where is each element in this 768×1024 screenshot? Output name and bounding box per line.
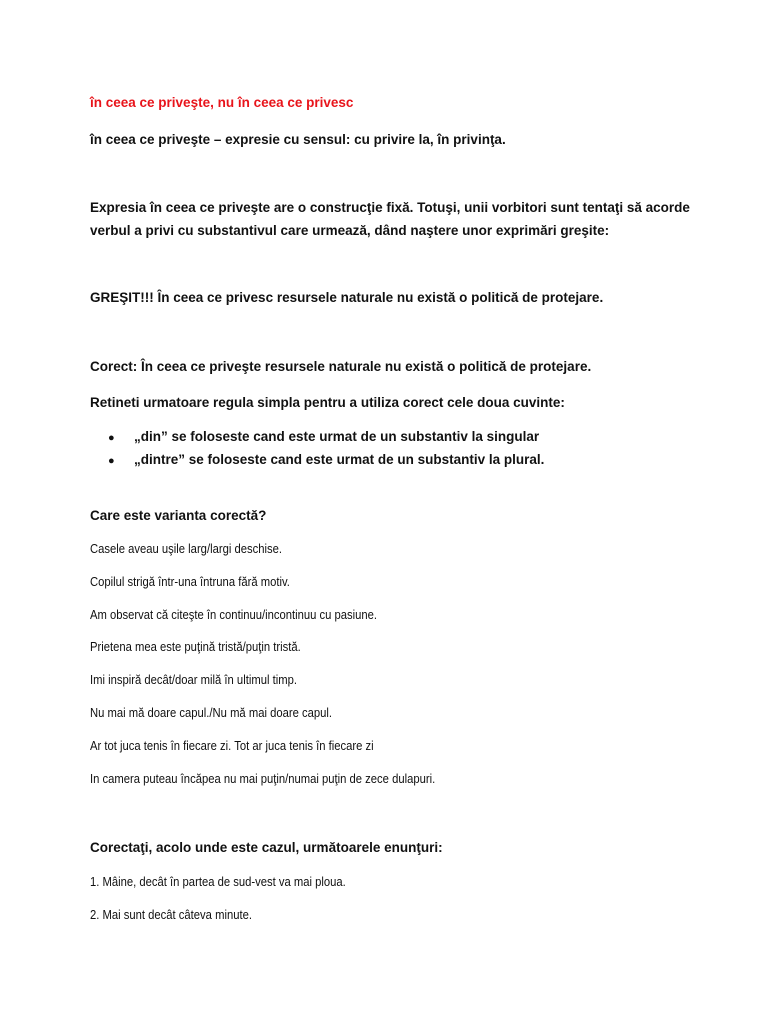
question-item: Ar tot juca tenis în fiecare zi. Tot ar juca tenis în fiecare zi (90, 739, 374, 753)
correction-item: 2. Mai sunt decât câteva minute. (90, 908, 252, 922)
explanation-paragraph: Expresia în ceea ce priveşte are o construcţie fixă. Totuşi, unii vorbitori sunt tentaţi să acorde verbul a privi cu substantivul care urmează, dând naştere unor exprimări greşite: (90, 200, 690, 238)
wrong-example: GREŞIT!!! În ceea ce privesc resursele naturale nu există o politică de protejare. (90, 290, 604, 305)
bullet-text: „dintre” se foloseste cand este urmat de un substantiv la plural. (134, 452, 545, 467)
question-item: Am observat că citeşte în continuu/incontinuu cu pasiune. (90, 608, 378, 622)
question-item: Prietena mea este puţină tristă/puţin tristă. (90, 640, 301, 654)
bullet-icon: ● (108, 432, 115, 444)
question-item: Imi inspiră decât/doar milă în ultimul timp. (90, 673, 297, 687)
bullet-list-item (108, 430, 539, 444)
correction-heading: Corectaţi, acolo unde este cazul, următoarele enunţuri: (90, 840, 443, 855)
question-item: In camera puteau încăpea nu mai puţin/numai puţin de zece dulapuri. (90, 772, 436, 786)
rule-intro: Retineti urmatoare regula simpla pentru a utiliza corect cele doua cuvinte: (90, 395, 565, 410)
definition-text: în ceea ce priveşte – expresie cu sensul: cu privire la, în privinţa. (90, 132, 506, 147)
bullet-icon: ● (108, 455, 115, 467)
page-title: în ceea ce priveşte, nu în ceea ce privesc (90, 95, 354, 110)
question-item: Nu mai mă doare capul./Nu mă mai doare capul. (90, 706, 333, 720)
correction-item: 1. Mâine, decât în partea de sud-vest va mai ploua. (90, 875, 346, 889)
bullet-text: „din” se foloseste cand este urmat de un substantiv la singular (134, 429, 540, 444)
question-heading: Care este varianta corectă? (90, 508, 267, 523)
bullet-list-item (108, 453, 544, 467)
question-item: Casele aveau uşile larg/largi deschise. (90, 542, 282, 556)
question-item: Copilul strigă într-una întruna fără motiv. (90, 575, 290, 589)
correct-example: Corect: În ceea ce priveşte resursele naturale nu există o politică de protejare. (90, 359, 592, 374)
